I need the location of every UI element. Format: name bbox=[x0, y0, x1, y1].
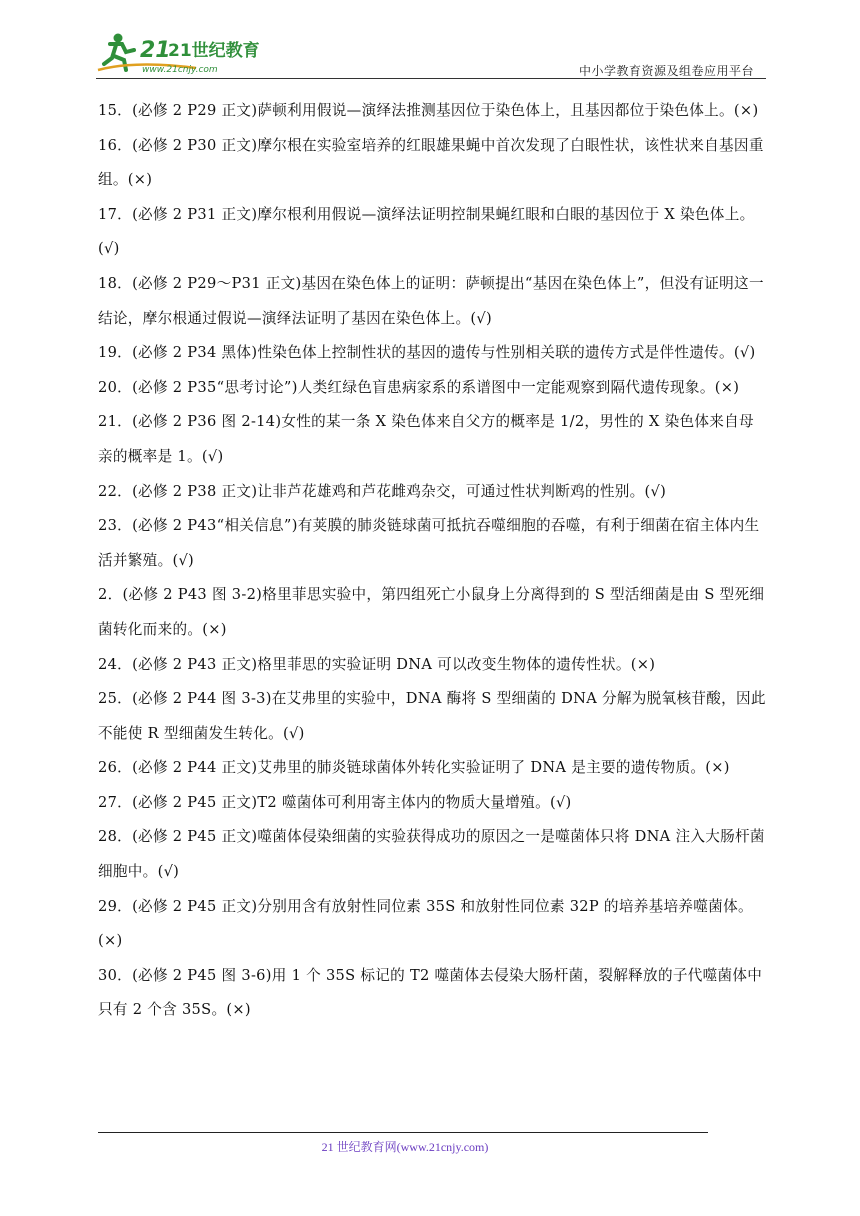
footer-text: 21 世纪教育网(www.21cnjy.com) bbox=[321, 1140, 489, 1154]
statement-item-20: 20．(必修 2 P35“思考讨论”)人类红绿色盲患病家系的系谱图中一定能观察到隔代遗传现象。(×) bbox=[98, 378, 740, 396]
statement-item-24: 24．(必修 2 P43 正文)格里菲思的实验证明 DNA 可以改变生物体的遗传性状。(×) bbox=[98, 655, 656, 673]
statement-item-21: 21．(必修 2 P36 图 2-14)女性的某一条 X 染色体来自父方的概率是 1/2，男性的 X 染色体来自母亲的概率是 1。(√) bbox=[98, 413, 754, 465]
statement-item-18: 18．(必修 2 P29～P31 正文)基因在染色体上的证明：萨顿提出“基因在染色体上”，但没有证明这一结论，摩尔根通过假说—演绎法证明了基因在染色体上。(√) bbox=[98, 274, 764, 327]
statement-item-30: 30．(必修 2 P45 图 3-6)用 1 个 35S 标记的 T2 噬菌体去侵染大肠杆菌，裂解释放的子代噬菌体中只有 2 个含 35S。(×) bbox=[98, 966, 763, 1019]
statement-item-19: 19．(必修 2 P34 黑体)性染色体上控制性状的基因的遗传与性别相关联的遗传方式是伴性遗传。(√) bbox=[98, 344, 756, 362]
statement-item-28: 28．(必修 2 P45 正文)噬菌体侵染细菌的实验获得成功的原因之一是噬菌体只将 DNA 注入大肠杆菌细胞中。(√) bbox=[98, 828, 765, 881]
statement-item-17: 17．(必修 2 P31 正文)摩尔根利用假说—演绎法证明控制果蝇红眼和白眼的基因位于 X 染色体上。(√) bbox=[98, 205, 755, 258]
statement-item-25: 25．(必修 2 P44 图 3-3)在艾弗里的实验中，DNA 酶将 S 型细菌的 DNA 分解为脱氧核苷酸，因此不能使 R 型细菌发生转化。(√) bbox=[98, 690, 766, 742]
svg-text:21: 21 bbox=[140, 38, 171, 63]
statement-item-27: 27．(必修 2 P45 正文)T2 噬菌体可利用寄主体内的物质大量增殖。(√) bbox=[98, 793, 572, 811]
statement-item-26: 26．(必修 2 P44 正文)艾弗里的肺炎链球菌体外转化实验证明了 DNA 是主要的遗传物质。(×) bbox=[98, 759, 730, 777]
statement-item-22: 22．(必修 2 P38 正文)让非芦花雄鸡和芦花雌鸡杂交，可通过性状判断鸡的性别。(√) bbox=[98, 482, 667, 500]
logo-21-century-education bbox=[96, 30, 266, 78]
footer-divider bbox=[98, 1132, 708, 1133]
statement-item-29: 29．(必修 2 P45 正文)分别用含有放射性同位素 35S 和放射性同位素 32P 的培养基培养噬菌体。(×) bbox=[98, 897, 753, 950]
statement-item-23: 23．(必修 2 P43“相关信息”)有荚膜的肺炎链球菌可抵抗吞噬细胞的吞噬，有利于细菌在宿主体内生活并繁殖。(√) bbox=[98, 517, 760, 569]
page-header bbox=[96, 30, 764, 80]
question-list bbox=[98, 94, 766, 1028]
statement-item-16: 16．(必修 2 P30 正文)摩尔根在实验室培养的红眼雄果蝇中首次发现了白眼性状，该性状来自基因重组。(×) bbox=[98, 136, 764, 189]
statement-item-15: 15．(必修 2 P29 正文)萨顿利用假说—演绎法推测基因位于染色体上，且基因都位于染色体上。(×) bbox=[98, 102, 759, 119]
svg-text:www.21cnjy.com: www.21cnjy.com bbox=[142, 65, 218, 75]
svg-text:21世纪教育: 21世纪教育 bbox=[168, 41, 260, 61]
header-divider bbox=[96, 78, 766, 79]
platform-label: 中小学教育资源及组卷应用平台 bbox=[578, 64, 754, 78]
statement-item-2: 2．(必修 2 P43 图 3-2)格里菲思实验中，第四组死亡小鼠身上分离得到的 S 型活细菌是由 S 型死细菌转化而来的。(×) bbox=[98, 586, 765, 638]
